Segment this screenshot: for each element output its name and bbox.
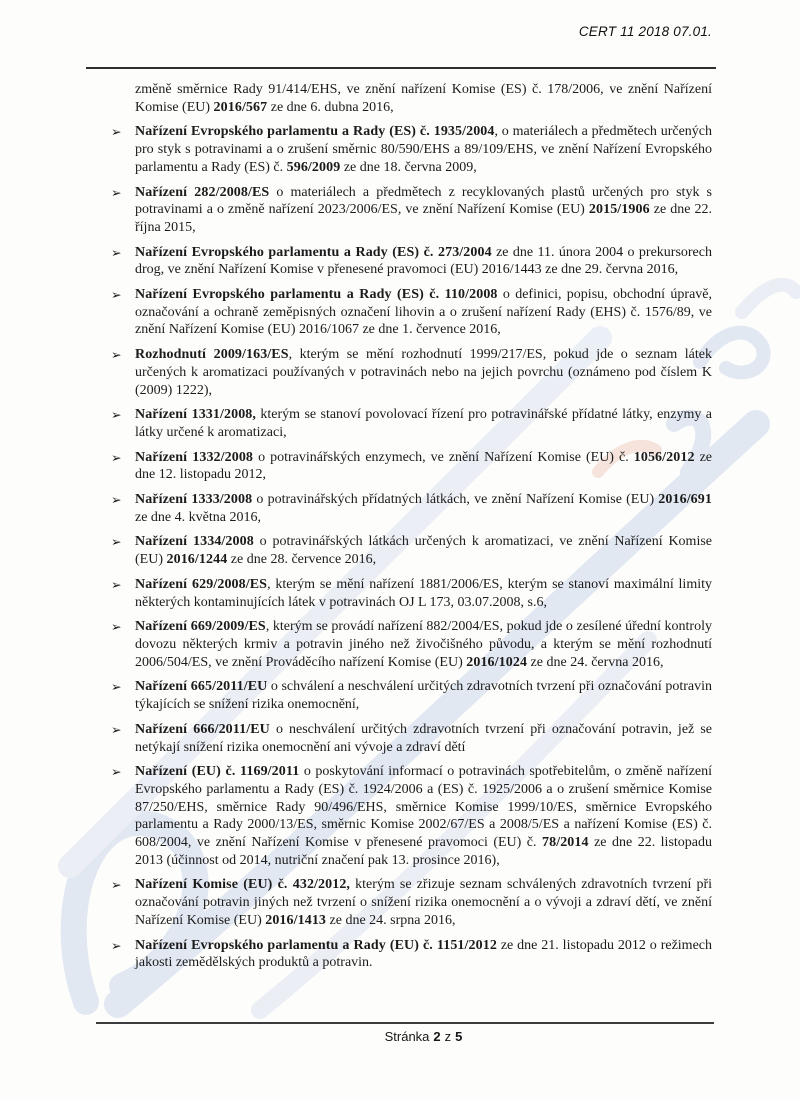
regulation-item xyxy=(111,876,712,929)
regulation-text: o schválení a neschválení určitých zdravotních tvrzení při označování potravin týkajících se snížení rizika onemocnění, xyxy=(135,679,712,713)
regulation-text: , kterým se mění rozhodnutí 1999/217/ES, pokud jde o seznam látek určených k aromatizaci používaných v potravinách nebo na jejich povrchu (oznámeno pod číslem K (2009) 1222), xyxy=(135,347,712,398)
regulation-item-text xyxy=(135,937,712,972)
regulation-number: Nařízení 629/2008/ES xyxy=(135,576,268,592)
regulation-item-text xyxy=(135,449,712,484)
page-number: 2 xyxy=(433,1029,441,1044)
regulation-item xyxy=(111,244,712,279)
page-footer xyxy=(135,1029,712,1044)
arrow-bullet-icon: ➢ xyxy=(111,347,122,363)
regulation-number: Nařízení Evropského parlamentu a Rady (ES) č. 1935/2004 xyxy=(135,124,495,140)
regulation-text: ze dne 12. listopadu 2012, xyxy=(135,449,713,483)
regulation-list xyxy=(111,81,713,979)
regulation-text: ze dne 11. února 2004 o prekursorech drog, ve znění Nařízení Komise v přenesené pravomoci (EU) 2016/1443 ze dne 29. června 2016, xyxy=(135,244,712,278)
regulation-number: Nařízení Evropského parlamentu a Rady (ES) č. 273/2004 xyxy=(135,244,492,260)
regulation-text: ze dne 6. dubna 2016, xyxy=(267,99,394,115)
regulation-item xyxy=(111,576,712,611)
regulation-item-text xyxy=(135,576,712,611)
intro-paragraph xyxy=(135,81,712,116)
arrow-bullet-icon: ➢ xyxy=(111,937,122,953)
regulation-number: Nařízení Komise (EU) č. 432/2012, xyxy=(135,877,351,893)
regulation-item xyxy=(111,721,712,756)
header-rule xyxy=(86,67,716,69)
regulation-number: Nařízení 669/2009/ES xyxy=(135,619,266,635)
regulation-item-text xyxy=(135,533,712,568)
regulation-text: o potravinářských přídatných látkách, ve znění Nařízení Komise (EU) xyxy=(252,492,659,508)
regulation-item-text xyxy=(135,286,712,339)
arrow-bullet-icon: ➢ xyxy=(111,679,122,695)
regulation-number: 2016/691 xyxy=(658,492,712,508)
regulation-item-text xyxy=(135,123,712,176)
regulation-number: Nařízení 1333/2008 xyxy=(135,492,253,508)
regulation-text: ze dne 22. října 2015, xyxy=(135,202,712,235)
regulation-text: o neschválení určitých zdravotních tvrzení při označování potravin, jež se netýkají snížení rizika onemocnění ani vývoje a zdraví dětí xyxy=(135,721,712,755)
regulation-number: Rozhodnutí 2009/163/ES xyxy=(135,347,289,363)
regulation-item-text xyxy=(135,876,712,929)
regulation-text: o potravinářských enzymech, ve znění Nařízení Komise (EU) č. xyxy=(253,449,634,465)
regulation-item xyxy=(111,184,712,237)
regulation-item xyxy=(111,491,712,526)
regulation-item-text xyxy=(135,721,712,756)
regulation-text: kterým se stanoví povolovací řízení pro potravinářské přídatné látky, enzymy a látky určené k aromatizaci, xyxy=(135,407,712,440)
regulation-text: , kterým se mění nařízení 1881/2006/ES, kterým se stanoví maximální limity některých kontaminujících látek v potravinách OJ L 173, 03.07.2008, s.6, xyxy=(135,576,712,610)
regulation-number: Nařízení 1331/2008, xyxy=(135,407,256,423)
footer-of-label: z xyxy=(444,1029,452,1044)
regulation-text: ze dne 24. srpna 2016, xyxy=(326,912,456,928)
regulation-text: ze dne 4. května 2016, xyxy=(135,509,261,525)
arrow-bullet-icon: ➢ xyxy=(111,534,122,550)
arrow-bullet-icon: ➢ xyxy=(111,721,122,737)
arrow-bullet-icon: ➢ xyxy=(111,764,122,780)
regulation-item xyxy=(111,406,712,441)
arrow-bullet-icon: ➢ xyxy=(111,877,122,893)
arrow-bullet-icon: ➢ xyxy=(111,184,122,200)
regulation-text: o poskytování informací o potravinách spotřebitelům, o změně nařízení Evropského parlamentu a Rady (ES) č. 1924/2006 a (ES) č. 1925/2006 a o zrušení směrnice Komise 87/250/EHS, směrnice Rady 90/496/EHS, směrnice Komise 1999/10/ES, směrnice Evropského parlamentu a Rady 2000/13/ES, směrnic Komise 2002/67/ES a 2008/5/ES a nařízení Komise (ES) č. 608/2004, ve znění Nařízení Komise v přenesené pravomoci (EU) č. xyxy=(135,764,713,851)
regulation-item xyxy=(111,286,712,339)
arrow-bullet-icon: ➢ xyxy=(111,492,122,508)
regulation-item xyxy=(111,533,712,568)
regulation-text: kterým se zřizuje seznam schválených zdravotních tvrzení při označování potravin jiných než tvrzení o snížení rizika onemocnění a o vývoji a zdraví dětí, ve znění Nařízení Komise (EU) xyxy=(135,877,712,928)
regulation-number: Nařízení Evropského parlamentu a Rady (ES) č. 110/2008 xyxy=(135,287,498,303)
regulation-item-text xyxy=(135,184,712,237)
regulation-number: Nařízení 666/2011/EU xyxy=(135,721,270,737)
regulation-item-text xyxy=(135,346,712,399)
regulation-item-text xyxy=(135,763,712,869)
regulation-number: 2016/567 xyxy=(213,99,268,115)
regulation-item-text xyxy=(135,491,712,526)
regulation-item xyxy=(111,763,713,869)
regulation-number: 2016/1413 xyxy=(265,912,327,928)
regulation-item xyxy=(111,618,712,671)
regulation-items xyxy=(111,123,713,972)
regulation-number: 2016/1244 xyxy=(166,552,228,568)
regulation-text: o materiálech a předmětech z recyklovaných plastů určených pro styk s potravinami a o změně nařízení 2023/2006/ES, ve znění Nařízení Komise (EU) xyxy=(135,184,712,218)
regulation-number: Nařízení 1334/2008 xyxy=(135,534,254,550)
regulation-number: Nařízení 1332/2008 xyxy=(135,449,254,465)
regulation-item xyxy=(111,123,712,176)
regulation-number: 78/2014 xyxy=(542,835,589,851)
document-code: CERT 11 2018 07.01. xyxy=(578,24,712,39)
regulation-number: Nařízení 282/2008/ES xyxy=(135,184,270,200)
regulation-text: o potravinářských látkách určených k aromatizaci, ve znění Nařízení Komise (EU) xyxy=(135,534,712,568)
regulation-item xyxy=(111,678,712,713)
regulation-number: 596/2009 xyxy=(286,159,341,175)
regulation-number: 2015/1906 xyxy=(588,202,650,218)
arrow-bullet-icon: ➢ xyxy=(111,124,122,140)
regulation-item-text xyxy=(135,678,712,713)
arrow-bullet-icon: ➢ xyxy=(111,619,122,635)
regulation-number: Nařízení Evropského parlamentu a Rady (EU) č. 1151/2012 xyxy=(135,937,497,953)
page-total: 5 xyxy=(455,1029,463,1044)
regulation-number: 2016/1024 xyxy=(466,654,528,670)
arrow-bullet-icon: ➢ xyxy=(111,244,122,260)
regulation-text: ze dne 24. června 2016, xyxy=(527,654,664,670)
regulation-item xyxy=(111,937,712,972)
regulation-text: o definici, popisu, obchodní úpravě, označování a ochraně zeměpisných označení lihovin a o zrušení nařízení Rady (EHS) č. 1576/89, ve znění Nařízení Komise (EU) 2016/1067 ze dne 1. července 2016, xyxy=(135,287,712,338)
arrow-bullet-icon: ➢ xyxy=(111,407,122,423)
regulation-text: změně směrnice Rady 91/414/EHS, ve znění nařízení Komise (ES) č. 178/2006, ve znění Nařízení Komise (EU) xyxy=(135,82,712,115)
regulation-item-text xyxy=(135,406,712,441)
regulation-text: ze dne 18. června 2009, xyxy=(340,159,477,175)
arrow-bullet-icon: ➢ xyxy=(111,449,122,465)
regulation-text: , kterým se provádí nařízení 882/2004/ES, pokud jde o zesílené úřední kontroly dovozu některých krmiv a potravin jiného než živočišného původu, a kterým se mění rozhodnutí 2006/504/ES, ve znění Prováděcího nařízení Komise (EU) xyxy=(135,619,712,670)
footer-rule xyxy=(96,1022,714,1024)
arrow-bullet-icon: ➢ xyxy=(111,287,122,303)
arrow-bullet-icon: ➢ xyxy=(111,576,122,592)
regulation-text: ze dne 21. listopadu 2012 o režimech jakosti zemědělských produktů a potravin. xyxy=(135,937,712,971)
footer-label: Stránka xyxy=(384,1029,430,1044)
regulation-item xyxy=(111,346,712,399)
regulation-item-text xyxy=(135,244,712,279)
regulation-item xyxy=(111,449,713,484)
regulation-number: Nařízení 665/2011/EU xyxy=(135,679,268,695)
regulation-number: 1056/2012 xyxy=(633,449,695,465)
regulation-item-text xyxy=(135,618,712,671)
regulation-text: , o materiálech a předmětech určených pro styk s potravinami a o zrušení směrnic 80/590/EHS a 89/109/EHS, ve znění Nařízení Evropského parlamentu a Rady (ES) č. xyxy=(135,124,712,175)
regulation-text: ze dne 28. července 2016, xyxy=(227,552,377,568)
regulation-number: Nařízení (EU) č. 1169/2011 xyxy=(135,764,300,780)
regulation-text: ze dne 22. listopadu 2013 (účinnost od 2014, nutriční značení pak 13. prosince 2016), xyxy=(135,835,713,868)
